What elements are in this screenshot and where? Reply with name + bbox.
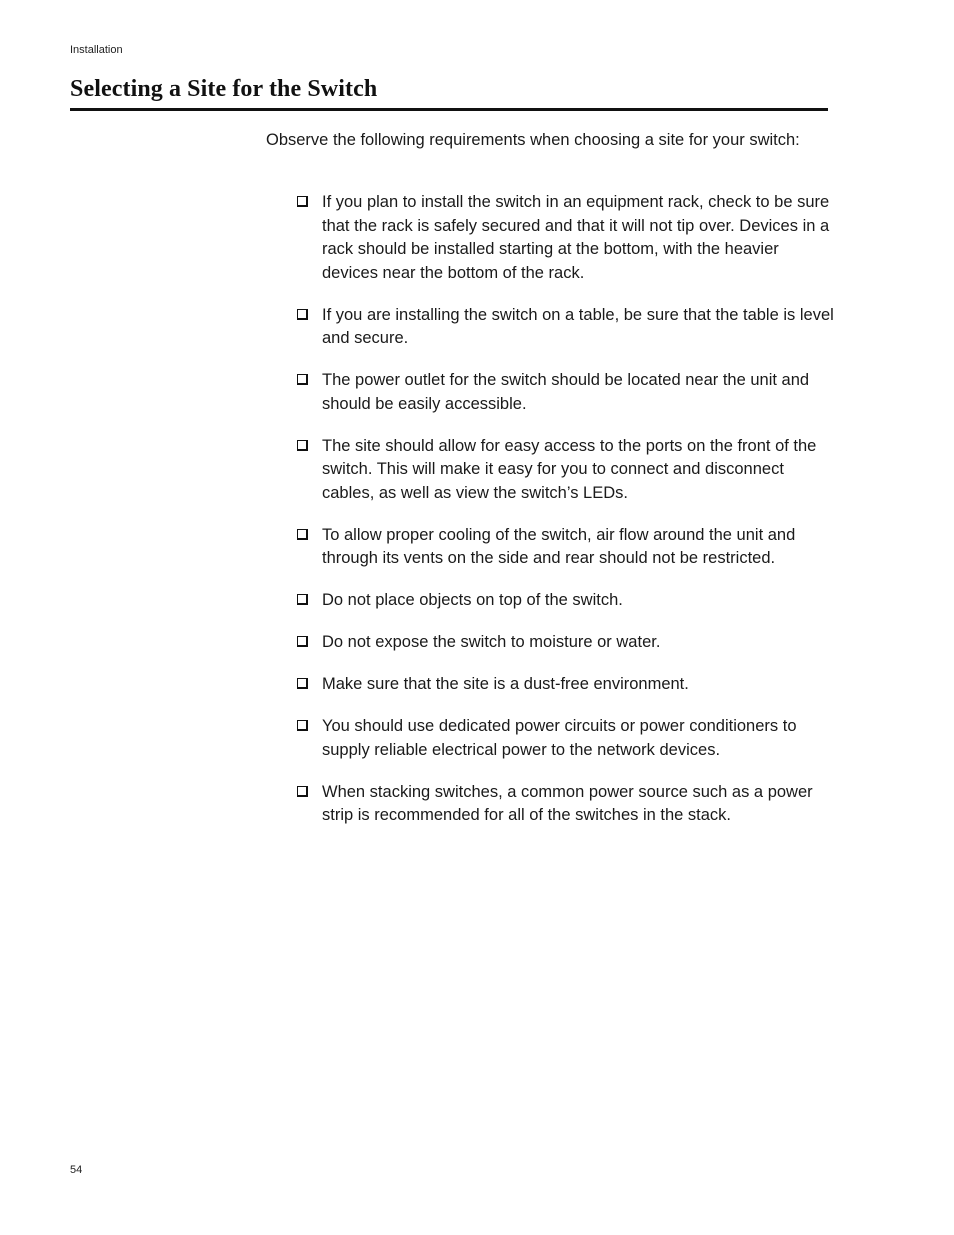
intro-paragraph: Observe the following requirements when choosing a site for your switch:: [266, 131, 800, 149]
checklist-item-text: You should use dedicated power circuits or power conditioners to supply reliable electrical power to the network devices.: [322, 717, 797, 759]
checklist-item-text: Do not expose the switch to moisture or water.: [322, 633, 661, 651]
checklist-item-text: If you plan to install the switch in an equipment rack, check to be sure that the rack is safely secured and that it will not tip over. Devices in a rack should be installed starting at the bottom, with the heavier devices near the bottom of the rack.: [322, 193, 830, 282]
checklist-item-text: When stacking switches, a common power source such as a power strip is recommended for all of the switches in the stack.: [322, 782, 813, 824]
checkbox-icon: [297, 374, 308, 385]
checklist-item: [296, 304, 836, 351]
checkbox-icon: [297, 196, 308, 207]
checkbox-icon: [297, 309, 308, 320]
checkbox-icon: [297, 529, 308, 540]
checkbox-icon: [297, 636, 308, 647]
page-number: 54: [70, 1164, 83, 1176]
checklist-item-text: The site should allow for easy access to the ports on the front of the switch. This will make it easy for you to connect and disconnect cables, as well as view the switch’s LEDs.: [322, 436, 817, 502]
checkbox-icon: [297, 786, 308, 797]
checkbox-icon: [297, 594, 308, 605]
checklist-item: [296, 435, 836, 506]
checklist-item-text: If you are installing the switch on a table, be sure that the table is level and secure.: [322, 305, 834, 347]
checklist-item: [296, 781, 836, 828]
checklist-item: [296, 524, 836, 571]
checkbox-icon: [297, 440, 308, 451]
checkbox-icon: [297, 720, 308, 731]
checklist-item-text: The power outlet for the switch should be located near the unit and should be easily accessible.: [322, 371, 810, 413]
checklist-item: [296, 673, 836, 697]
checklist-item-text: Make sure that the site is a dust-free environment.: [322, 675, 689, 693]
running-header: Installation: [70, 44, 123, 56]
checklist-item-text: Do not place objects on top of the switch.: [322, 591, 623, 609]
checklist-item: [296, 631, 836, 655]
checklist-item: [296, 369, 836, 416]
title-rule: [70, 108, 828, 111]
checkbox-icon: [297, 678, 308, 689]
requirements-checklist: [296, 191, 836, 846]
section-title: Selecting a Site for the Switch: [70, 76, 378, 102]
checklist-item: [296, 589, 836, 613]
checklist-item-text: To allow proper cooling of the switch, air flow around the unit and through its vents on the side and rear should not be restricted.: [322, 525, 796, 567]
checklist-item: [296, 715, 836, 762]
checklist-item: [296, 191, 836, 285]
